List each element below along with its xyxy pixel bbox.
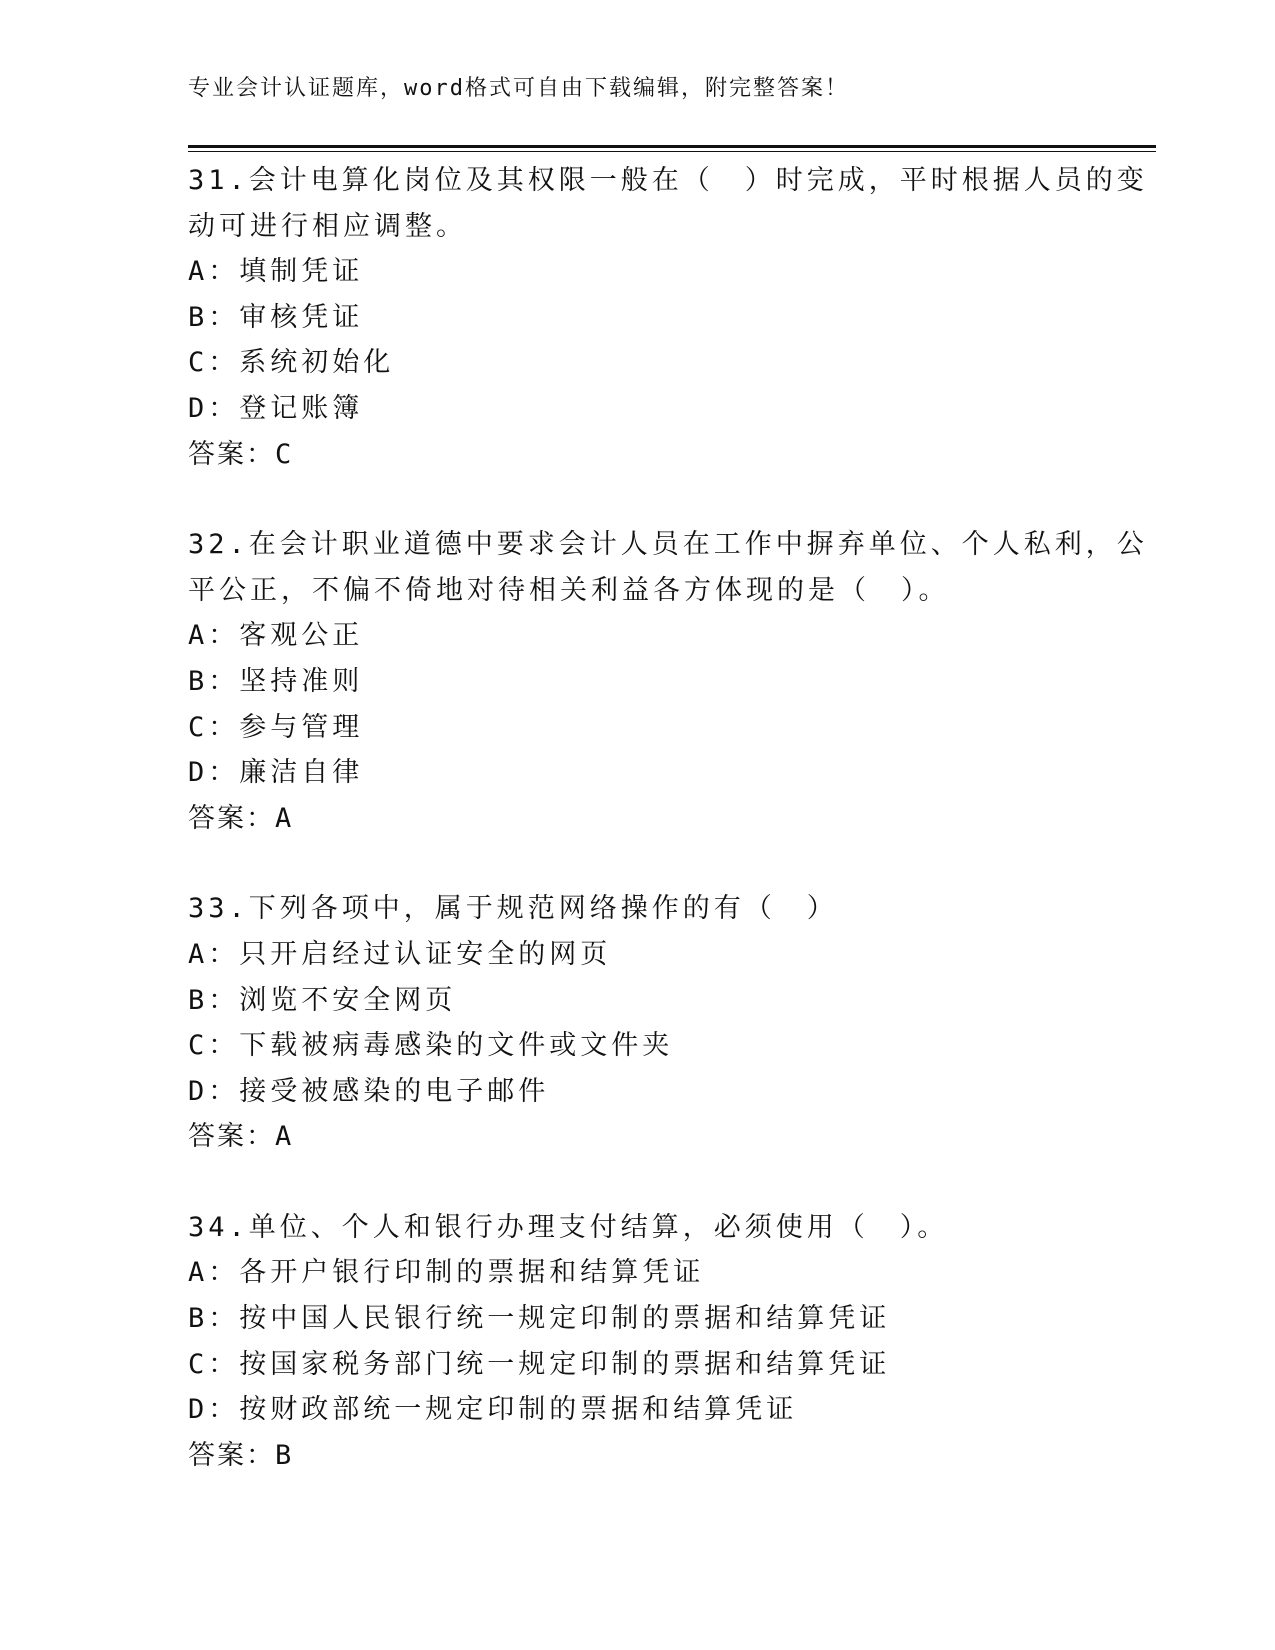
option-b: B：审核凭证 [188,301,364,333]
option-a: A：只开启经过认证安全的网页 [188,938,612,970]
option-b: B：浏览不安全网页 [188,984,457,1016]
question-34 [188,1205,1088,1479]
question-33 [188,886,1088,1160]
question-stem-line: 32.在会计职业道德中要求会计人员在工作中摒弃单位、个人私利，公 [188,529,1148,561]
answer-line [188,1114,1088,1160]
question-31 [188,158,1148,477]
option-c: C：按国家税务部门统一规定印制的票据和结算凭证 [188,1348,891,1380]
answer-value: B [275,1439,296,1471]
header-rule-thin [188,151,1156,152]
page-header: 专业会计认证题库，word格式可自由下载编辑，附完整答案！ [188,76,849,101]
option-c: C：参与管理 [188,711,364,743]
option-a: A：填制凭证 [188,256,364,288]
answer-line [188,1433,1088,1479]
option-c: C：下载被病毒感染的文件或文件夹 [188,1030,674,1062]
option-d: D：接受被感染的电子邮件 [188,1075,550,1107]
question-stem-line: 31.会计电算化岗位及其权限一般在（ ）时完成，平时根据人员的变 [188,165,1148,196]
answer-label: 答案： [188,438,275,470]
option-d: D：登记账簿 [188,392,364,424]
option-c: C：系统初始化 [188,347,395,379]
option-d: D：按财政部统一规定印制的票据和结算凭证 [188,1394,798,1426]
answer-line [188,796,1088,842]
question-32 [188,522,1148,841]
answer-line [188,432,1088,478]
question-stem-line: 33.下列各项中，属于规范网络操作的有（ ） [188,893,838,925]
option-a: A：客观公正 [188,620,364,652]
question-stem-line: 平公正，不偏不倚地对待相关利益各方体现的是（ ）。 [188,574,950,606]
question-list [188,158,1148,1523]
answer-value: A [275,802,296,834]
option-b: B：按中国人民银行统一规定印制的票据和结算凭证 [188,1303,891,1335]
answer-label: 答案： [188,802,275,834]
answer-label: 答案： [188,1439,275,1471]
question-stem-line: 34.单位、个人和银行办理支付结算，必须使用（ ）。 [188,1211,949,1243]
option-a: A：各开户银行印制的票据和结算凭证 [188,1257,705,1289]
answer-value: A [275,1121,296,1153]
option-d: D：廉洁自律 [188,757,364,789]
question-stem-line: 动可进行相应调整。 [188,210,467,242]
answer-label: 答案： [188,1121,275,1153]
answer-value: C [275,438,296,470]
option-b: B：坚持准则 [188,665,364,697]
header-rule-thick [188,145,1156,148]
